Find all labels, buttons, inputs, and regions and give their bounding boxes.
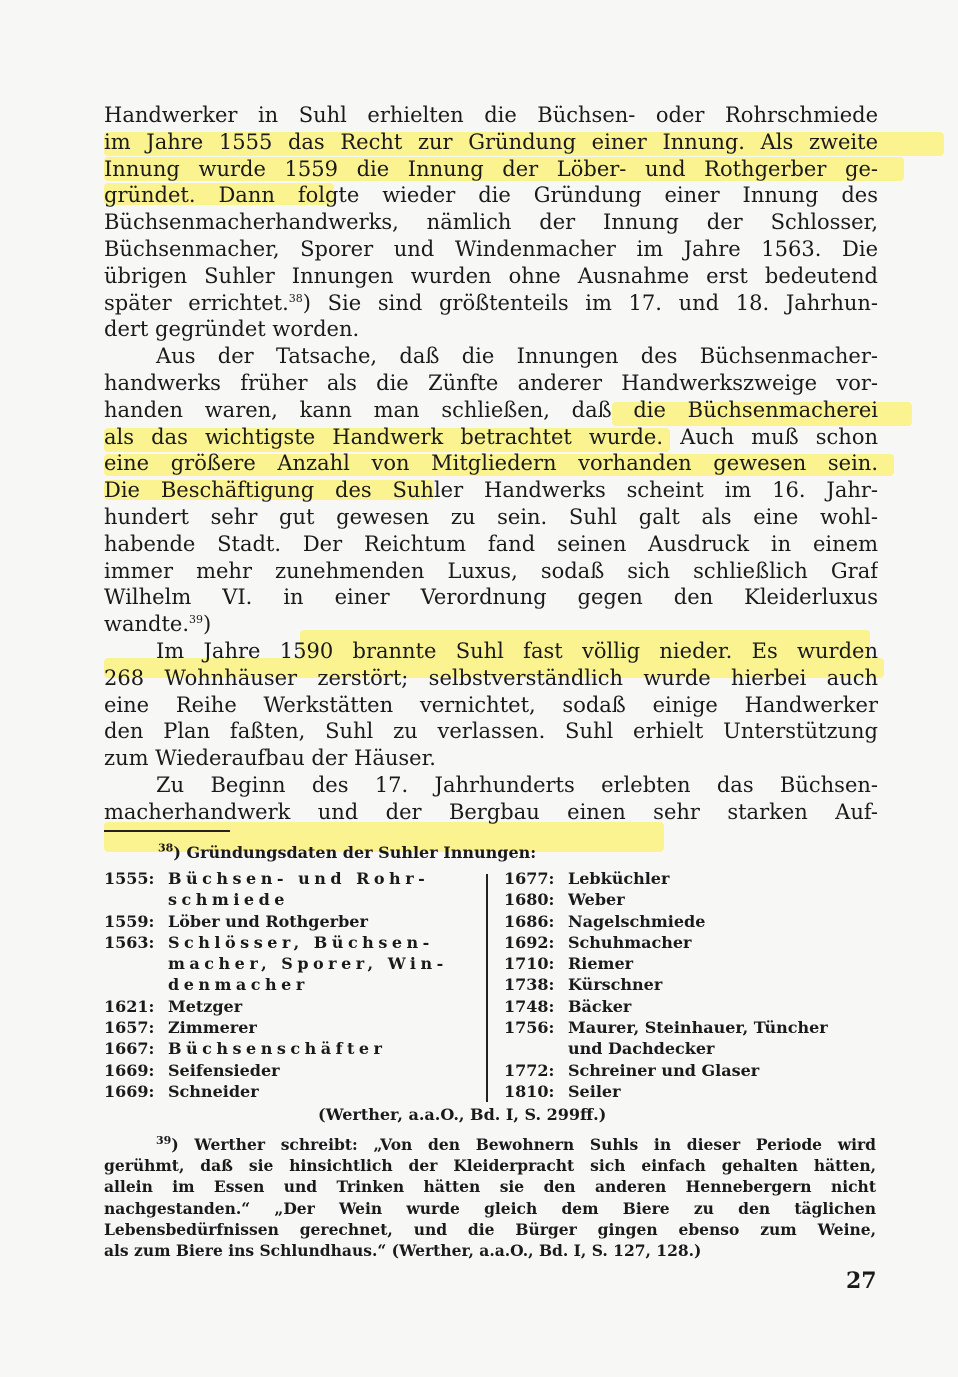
guild-name: Schneider [168,1081,259,1101]
text-line: hundert sehr gut gewesen zu sein. Suhl galt als eine wohl- [104,504,878,529]
guild-name: Zimmerer [168,1018,257,1038]
footnote-line: nachgestanden.“ „Der Wein wurde gleich dem Biere zu den täglichen [104,1198,876,1218]
guild-row [504,932,878,953]
text-line: Handwerker in Suhl erhielten die Büchsen- oder Rohrschmiede [104,103,878,127]
guild-row [104,974,484,995]
guild-year: 1738: [504,975,555,995]
guild-row [504,1017,878,1038]
text-line: handwerks früher als die Zünfte anderer Handwerkszweige vor- [104,370,878,395]
text-line: eine Reihe Werkstätten vernichtet, sodaß einige Handwerker [104,692,878,717]
guild-name: Nagelschmiede [568,911,706,931]
guild-name: Löber und Rothgerber [168,911,368,931]
guild-list-left [104,868,484,1102]
guild-row [104,911,484,932]
guild-name: Büchsenschäfter [168,1039,387,1059]
guild-name: Metzger [168,996,243,1016]
guild-row [104,953,484,974]
guild-name: Bäcker [568,996,632,1016]
footnote-line: als zum Biere ins Schlundhaus.“ (Werther, a.a.O., Bd. I, S. 127, 128.) [104,1240,702,1260]
footnote-mark: 38 [158,841,174,855]
guild-year: 1680: [504,890,555,910]
guild-year: 1657: [104,1018,155,1038]
text-line: eine größere Anzahl von Mitgliedern vorhanden gewesen sein. [104,451,878,476]
guild-year: 1677: [504,869,555,888]
guild-year: 1555: [104,869,155,888]
footnote-38-source: (Werther, a.a.O., Bd. I, S. 299ff.) [318,1105,607,1124]
guild-name: Maurer, Steinhauer, Tüncher [568,1018,828,1038]
guild-year: 1669: [104,1081,155,1101]
guild-name: Lebküchler [568,869,670,888]
guild-name: schmiede [168,890,289,910]
guild-row [504,974,878,995]
footnote-line: allein im Essen und Trinken hätten sie den anderen Hennebergern nicht [104,1177,876,1197]
guild-name: Schuhmacher [568,932,692,952]
guild-year: 1667: [104,1039,155,1059]
guild-year: 1756: [504,1018,555,1038]
text-fragment: ) Werther schreibt: „Von den Bewohnern Suhls in dieser Periode wird [171,1135,876,1154]
guild-year: 1559: [104,911,155,931]
footnote-divider [104,830,230,832]
guild-name: macher, Sporer, Win- [168,954,448,974]
text-line: Aus der Tatsache, daß die Innungen des Büchsenmacher- [156,344,878,369]
text-line: Zu Beginn des 17. Jahrhunderts erlebten das Büchsen- [156,772,878,797]
guild-year: 1686: [504,911,555,931]
column-divider [486,874,488,1102]
text-line: dert gegründet worden. [104,317,360,342]
text-line: übrigen Suhler Innungen wurden ohne Ausnahme erst bedeutend [104,263,878,288]
main-text [104,102,878,826]
footnote-ref-39: 39 [189,613,204,627]
text-line: Innung wurde 1559 die Innung der Löber- und Rothgerber ge- [104,156,878,181]
text-fragment: wandte. [104,612,190,637]
footnote-heading-text: ) Gründungsdaten der Suhler Innungen: [173,843,537,862]
guild-row [504,1081,878,1102]
guild-year: 1669: [104,1060,155,1080]
text-line [104,611,878,638]
guild-name: Riemer [568,954,634,974]
text-fragment: ) Sie sind größtenteils im 17. und 18. Jahrhun- [302,290,878,315]
footnote-38-heading [158,842,536,863]
guild-name: Schreiner und Glaser [568,1060,760,1080]
guild-name: Kürschner [568,975,663,995]
guild-row [504,1038,878,1059]
text-line: handen waren, kann man schließen, daß die Büchsenmacherei [104,397,878,422]
text-fragment: ) [203,612,212,637]
guild-row [504,996,878,1017]
text-line: als das wichtigste Handwerk betrachtet wurde. Auch muß schon [104,424,878,449]
guild-name: Weber [568,890,625,910]
guild-row [104,868,484,889]
guild-row [504,911,878,932]
text-line: den Plan faßten, Suhl zu verlassen. Suhl erhielt Unterstützung [104,719,878,744]
guild-row [104,1038,484,1059]
guild-year: 1621: [104,996,155,1016]
footnote-ref-38: 38 [288,291,303,305]
guild-name: und Dachdecker [568,1039,715,1059]
text-line: Im Jahre 1590 brannte Suhl fast völlig nieder. Es wurden [156,638,878,663]
page-number: 27 [846,1268,877,1294]
text-line: Büchsenmacherhandwerks, nämlich der Innung der Schlosser, [104,210,878,235]
footnote-39 [104,1134,876,1261]
guild-list-right [504,868,878,1102]
text-line: immer mehr zunehmenden Luxus, sodaß sich schließlich Graf [104,558,878,583]
text-line: 268 Wohnhäuser zerstört; selbstverständlich wurde hierbei auch [104,665,878,690]
text-line: Wilhelm VI. in einer Verordnung gegen den Kleiderluxus [104,585,878,610]
guild-year: 1772: [504,1060,555,1080]
text-line: gründet. Dann folgte wieder die Gründung einer Innung des [104,183,878,208]
guild-year [104,889,168,910]
guild-row [104,932,484,953]
text-line: Büchsenmacher, Sporer und Windenmacher im Jahre 1563. Die [104,236,878,261]
guild-year: 1748: [504,996,555,1016]
guild-row [104,889,484,910]
guild-year: 1563: [104,932,155,952]
guild-row [504,868,878,889]
guild-year [504,1038,568,1059]
guild-name: Schlösser, Büchsen- [168,932,434,952]
guild-year [104,953,168,974]
text-line [104,290,878,317]
footnote-line [104,1134,876,1155]
guild-year [104,974,168,995]
guild-year: 1710: [504,954,555,974]
guild-row [104,996,484,1017]
guild-row [504,953,878,974]
text-fragment: später errichtet. [104,290,289,315]
text-line: Die Beschäftigung des Suhler Handwerks scheint im 16. Jahr- [104,478,878,503]
guild-name: Seiler [568,1081,621,1101]
guild-year: 1692: [504,932,555,952]
guild-name: Seifensieder [168,1060,280,1080]
footnote-line: Lebensbedürfnissen gerechnet, und die Bürger gingen ebenso zum Weine, [104,1219,876,1239]
text-line: habende Stadt. Der Reichtum fand seinen Ausdruck in einem [104,531,878,556]
guild-row [104,1060,484,1081]
footnote-line: gerühmt, daß sie hinsichtlich der Kleiderpracht sich einfach gehalten hätten, [104,1156,876,1176]
guild-name: Büchsen- und Rohr- [168,869,430,888]
footnote-mark: 39 [156,1134,172,1147]
guild-name: denmacher [168,975,309,995]
text-line: macherhandwerk und der Bergbau einen sehr starken Auf- [104,799,878,824]
guild-year: 1810: [504,1081,555,1101]
guild-row [504,889,878,910]
text-line: zum Wiederaufbau der Häuser. [104,746,436,771]
guild-row [104,1081,484,1102]
guild-row [104,1017,484,1038]
text-line: im Jahre 1555 das Recht zur Gründung einer Innung. Als zweite [104,129,878,154]
guild-row [504,1060,878,1081]
